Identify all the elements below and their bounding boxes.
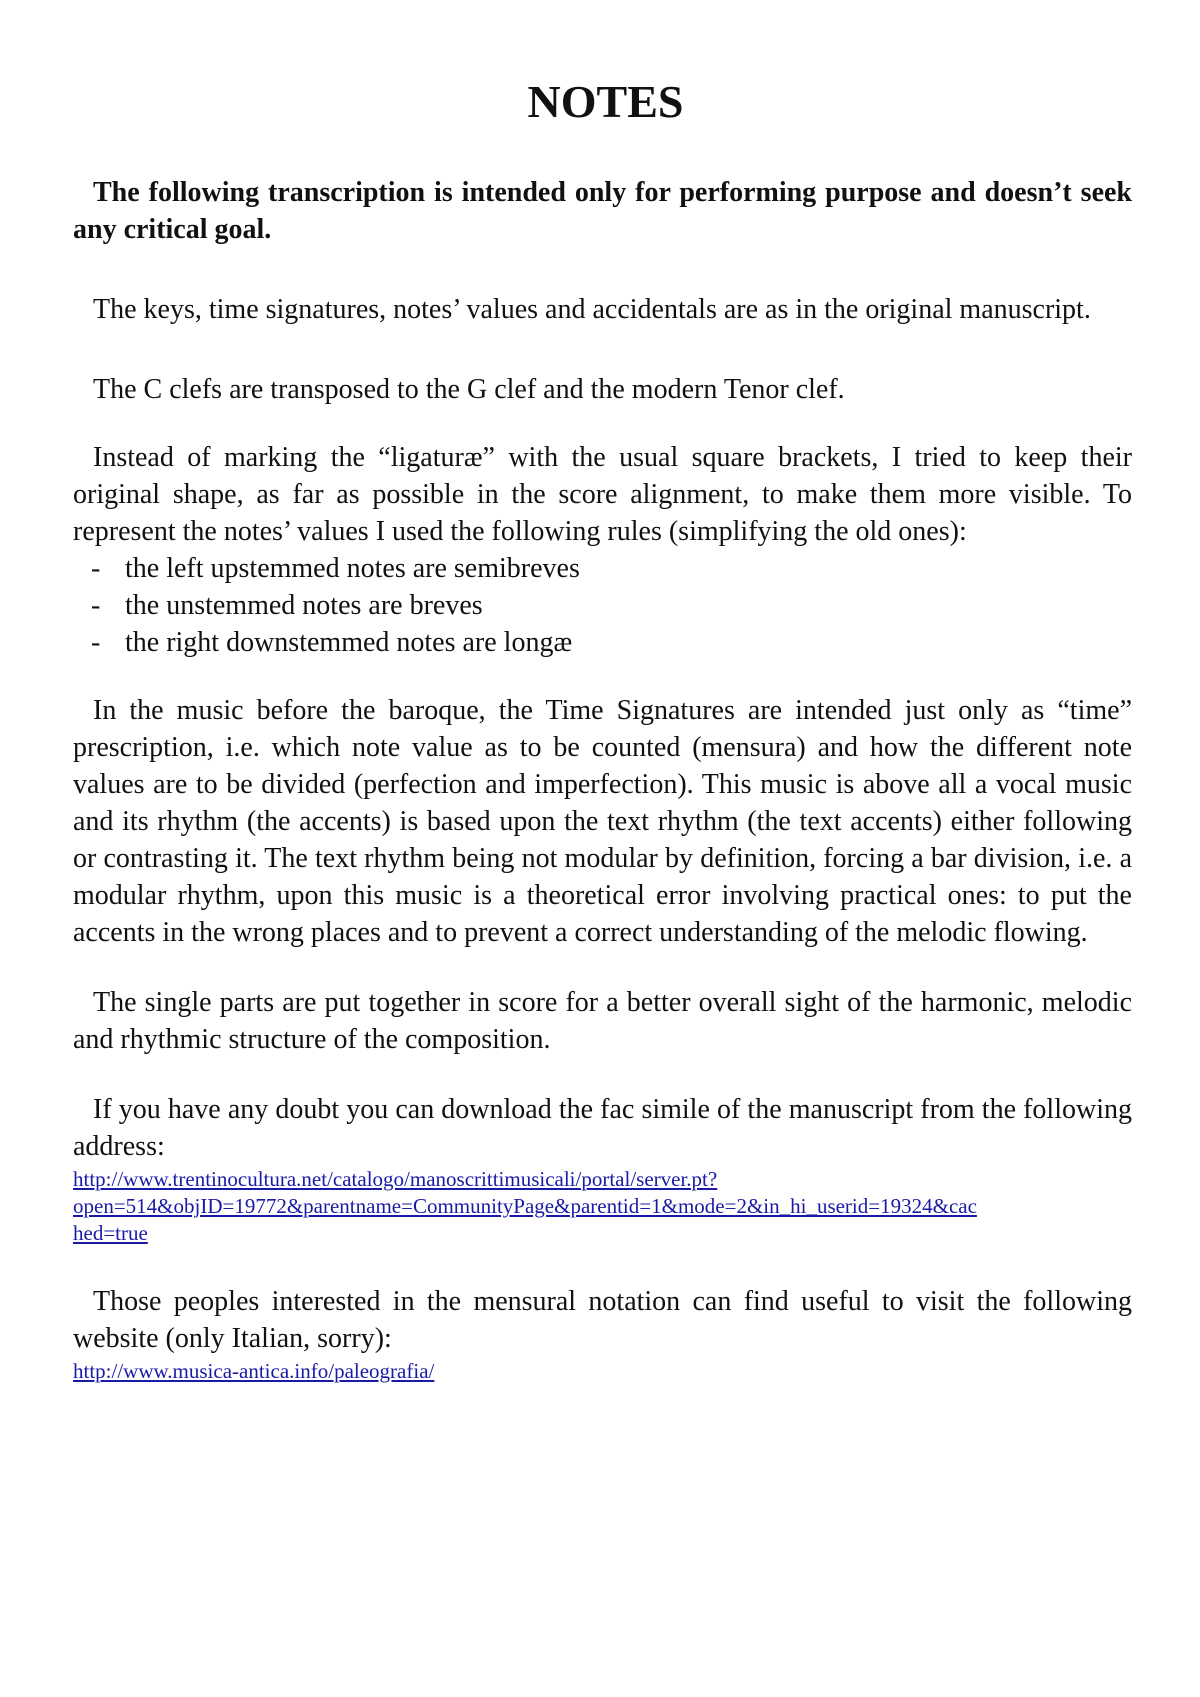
list-item: - the right downstemmed notes are longæ <box>91 624 1132 661</box>
list-item: - the left upstemmed notes are semibreves <box>91 550 1132 587</box>
ligatures-paragraph: Instead of marking the “ligaturæ” with the usual square brackets, I tried to keep their original shape, as far as possible in the score alignment, to make them more visible. To represent the notes’ values I used the following rules (simplifying the old ones): <box>73 442 1132 547</box>
manuscript-link[interactable] <box>73 1166 1132 1247</box>
download-paragraph: If you have any doubt you can download the fac simile of the manuscript from the following address: <box>73 1094 1132 1162</box>
mensural-notation-paragraph: Those peoples interested in the mensural notation can find useful to visit the following website (only Italian, sorry): <box>73 1286 1132 1354</box>
clefs-paragraph: The C clefs are transposed to the G clef and the modern Tenor clef. <box>93 374 845 405</box>
note-value-rules-list <box>73 550 1132 661</box>
score-paragraph: The single parts are put together in score for a better overall sight of the harmonic, melodic and rhythmic structure of the composition. <box>73 987 1132 1055</box>
page-title: NOTES <box>527 76 684 127</box>
paleografia-website-link[interactable]: http://www.musica-antica.info/paleografia/ <box>73 1359 435 1383</box>
manuscript-link-line-1[interactable]: http://www.trentinocultura.net/catalogo/manoscrittimusicali/portal/server.pt? <box>73 1167 718 1191</box>
keys-paragraph: The keys, time signatures, notes’ values and accidentals are as in the original manuscript. <box>93 294 1091 325</box>
intro-paragraph: The following transcription is intended only for performing purpose and doesn’t seek any critical goal. <box>73 177 1132 245</box>
manuscript-link-line-2[interactable]: open=514&objID=19772&parentname=CommunityPage&parentid=1&mode=2&in_hi_userid=19324&cac <box>73 1194 977 1218</box>
list-item: - the unstemmed notes are breves <box>91 587 1132 624</box>
time-signatures-paragraph: In the music before the baroque, the Time Signatures are intended just only as “time” prescription, i.e. which note value as to be counted (mensura) and how the different note values are to be divided (perfection and imperfection). This music is above all a vocal music and its rhythm (the accents) is based upon the text rhythm (the text accents) either following or contrasting it. The text rhythm being not modular by definition, forcing a bar division, i.e. a modular rhythm, upon this music is a theoretical error involving practical ones: to put the accents in the wrong places and to prevent a correct understanding of the melodic flowing. <box>73 695 1132 948</box>
manuscript-link-line-3[interactable]: hed=true <box>73 1221 148 1245</box>
